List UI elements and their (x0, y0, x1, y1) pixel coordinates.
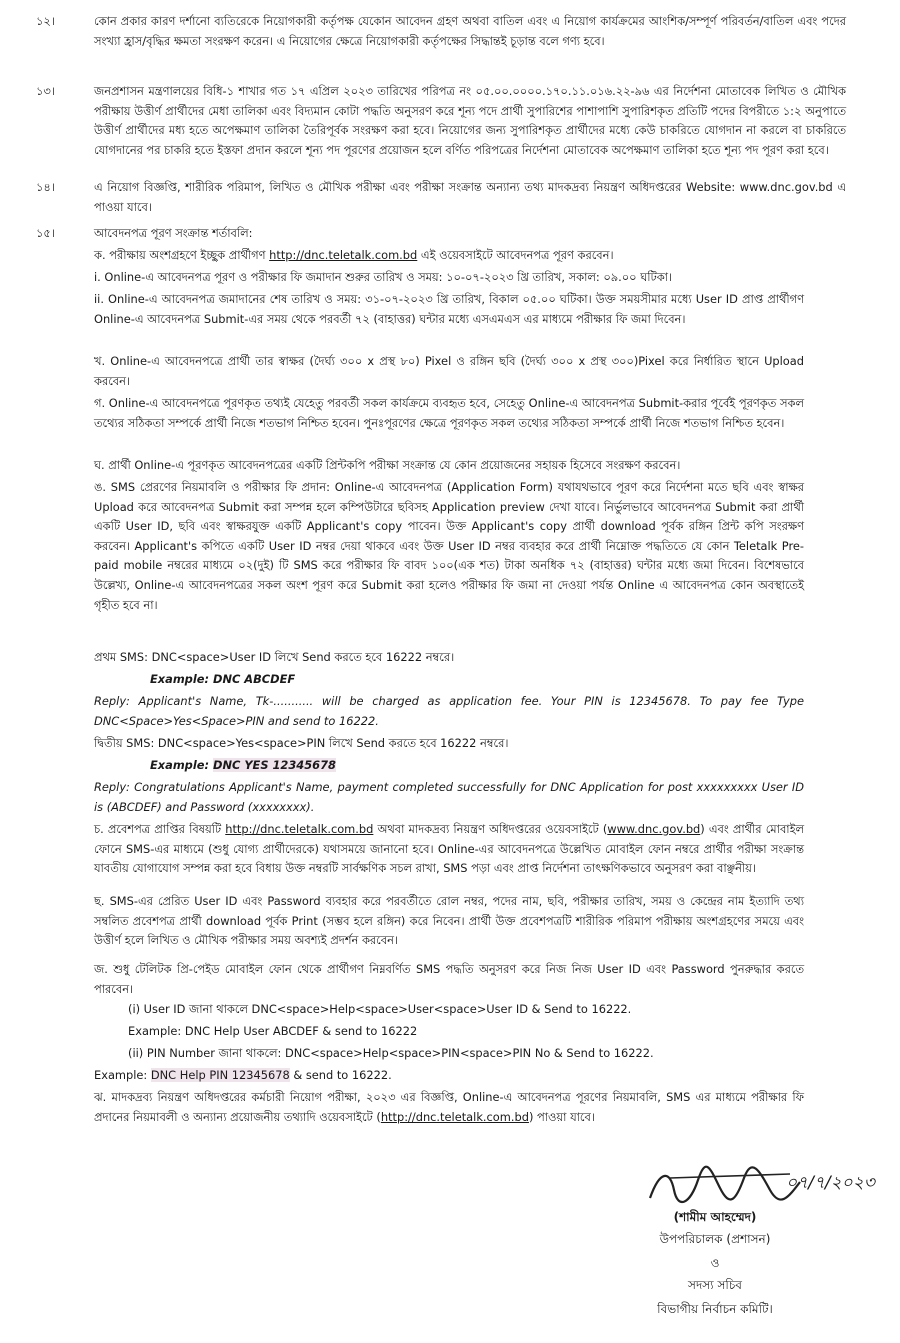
clause-umo: ঙ. SMS প্রেরণের নিয়মাবলি ও পরীক্ষার ফি প্রদান: Online-এ আবেদনপত্র (Application Form) যথাযথভাবে পূরণ করে নির্দেশনা মতে ছবি এবং স্বাক্ষর Upload করে আবেদনপত্র Submit করা সম্পন্ন হলে কম্পিউটারে ছবিসহ Application preview দেখা যাবে। নির্ভুলভাবে আবেদনপত্র Submit করা প্রার্থী একটি User ID, ছবি এবং স্বাক্ষরযুক্ত একটি Applicant's copy পাবেন। উক্ত Applicant's copy প্রার্থী download পূর্বক রঙ্গিন প্রিন্ট কপি সংরক্ষণ করবেন। Applicant's কপিতে একটি User ID নম্বর দেয়া থাকবে এবং উক্ত User ID নম্বর ব্যবহার করে প্রার্থী নিম্নোক্ত পদ্ধতিতে যে কোন Teletalk Pre-paid mobile নম্বরের মাধ্যমে ০২(দুই) টি SMS করে পরীক্ষার ফি বাবদ ১০০(এক শত) টাকা অনধিক ৭২ (বাহাত্তর) ঘন্টার মধ্যে জমা দিবেন। বিশেষভাবে উল্লেখ্য, Online-এ আবেদনপত্রের সকল অংশ পূরণ করে Submit করা হলেও পরীক্ষার ফি জমা না দেওয়া পর্যন্ত Online এ আবেদনপত্র কোন অবস্থাতেই গৃহীত হবে না। (94, 480, 804, 612)
section-number: ১৩। (36, 84, 55, 98)
signer-designation: উপপরিচালক (প্রশাসন) (659, 1232, 771, 1246)
example-first: Example: DNC ABCDEF (150, 672, 296, 686)
clause-ii: ii. Online-এ আবেদনপত্র জমাদানের শেষ তারিখ ও সময়: ৩১-০৭-২০২৩ খ্রি তারিখ, বিকাল ০৫.০০ ঘটিকা। উক্ত সময়সীমার মধ্যে User ID প্রাপ্ত প্রার্থীগণ Online-এ আবেদনপত্র Submit-এর সময় থেকে পরবর্তী ৭২ (বাহাত্তর) ঘন্টার মধ্যে এসএমএস এর মাধ্যমে পরীক্ষার ফি জমা দিবেন। (94, 292, 804, 326)
clause-ga: গ. Online-এ আবেদনপত্রে পূরণকৃত তথ্যই যেহেতু পরবর্তী সকল কার্যক্রমে ব্যবহৃত হবে, সেহেতু Online-এ আবেদনপত্র Submit-করার পূর্বেই পূরণকৃত সকল তথ্যের সঠিকতা সম্পর্কে প্রার্থী নিজে শতভাগ নিশ্চিত হবেন। পুনঃপূরণের ক্ষেত্রে পূরণকৃত সকল তথ্যের সঠিকতা সম্পর্কে প্রার্থী নিজে শতভাগ নিশ্চিত হবেন। (94, 396, 804, 430)
signer-role: সদস্য সচিব (688, 1278, 742, 1292)
recovery-pin: (ii) PIN Number জানা থাকলে: DNC<space>Help<space>PIN<space>PIN No & Send to 16222. (128, 1046, 654, 1060)
handwritten-signature (640, 1160, 810, 1210)
reply-first: Reply: Applicant's Name, Tk-........... will be charged as application fee. Your PIN is 12345678. To pay fee Type DNC<Space>Yes<Space>PIN and send to 16222. (94, 694, 804, 728)
teletalk-link[interactable]: http://dnc.teletalk.com.bd (380, 1109, 529, 1124)
section-text: জনপ্রশাসন মন্ত্রণালয়ের বিধি-১ শাখার গত ১৭ এপ্রিল ২০২৩ তারিখের পরিপত্র নং ০৫.০০.০০০০.১৭০.১১.০১৬.২২-৯৬ এর নির্দেশনা মোতাবেক লিখিত ও মৌখিক পরীক্ষায় উত্তীর্ণ প্রার্থীদের মেধা তালিকা এবং বিদ্যমান কোটা পদ্ধতি অনুসরণ করে শূন্য পদে প্রার্থী সুপারিশের পাশাপাশি সুপারিশকৃত প্রতিটি পদের বিপরীতে ১:২ অনুপাতে উত্তীর্ণ প্রার্থীদের মধ্য হতে অপেক্ষমাণ তালিকা তৈরিপূর্বক সংরক্ষণ করা হবে। নিয়োগের জন্য সুপারিশকৃত প্রার্থীদের মধ্যে কেউ চাকরিতে যোগদান না করলে বা চাকরিতে যোগদানের পর চাকরি হতে ইস্তফা প্রদান করলে শূন্য পদ পূরণের প্রয়োজন হলে বর্ণিত পরিপত্রের নির্দেশনা মোতাবেক অপেক্ষমাণ তালিকা হতে শূন্য পদ পূরণ করা হবে। (94, 84, 846, 157)
section-text: কোন প্রকার কারণ দর্শানো ব্যতিরেকে নিয়োগকারী কর্তৃপক্ষ যেকোন আবেদন গ্রহণ অথবা বাতিল এবং এ নিয়োগ কার্যক্রমের আংশিক/সম্পূর্ণ পরিবর্তন/বাতিল এবং পদের সংখ্যা হ্রাস/বৃদ্ধির ক্ষমতা সংরক্ষণ করেন। এ নিয়োগের ক্ষেত্রে নিয়োগকারী কর্তৃপক্ষের সিদ্ধান্তই চূড়ান্ত বলে গণ্য হবে। (94, 14, 846, 48)
signature-date: ০৭/৭/২০২৩ (786, 1173, 875, 1193)
signer-name: (শামীম আহম্মেদ) (673, 1210, 757, 1224)
clause-chha: ছ. SMS-এর প্রেরিত User ID এবং Password ব্যবহার করে পরবর্তীতে রোল নম্বর, পদের নাম, ছবি, পরীক্ষার তারিখ, সময় ও কেন্দ্রের নাম ইত্যাদি তথ্য সম্বলিত প্রবেশপত্র প্রার্থী download পূর্বক Print (সম্ভব হলে রঙ্গিন) করে নিবেন। প্রার্থী উক্ত প্রবেশপত্রটি শারীরিক পরিমাপ পরীক্ষায় অংশগ্রহণের সময়ে এবং উত্তীর্ণ হলে লিখিত ও মৌখিক পরীক্ষার সময় অবশ্যই প্রদর্শন করবেন। (94, 894, 804, 948)
dnc-website-link[interactable]: www.dnc.gov.bd (607, 822, 701, 836)
clause-kha: খ. Online-এ আবেদনপত্রে প্রার্থী তার স্বাক্ষর (দৈর্ঘ্য ৩০০ x প্রস্থ ৮০) Pixel ও রঙ্গিন ছবি (দৈর্ঘ্য ৩০০ x প্রস্থ ৩০০)Pixel করে নির্ধারিত স্থানে Upload করবেন। (94, 354, 804, 388)
section-heading: আবেদনপত্র পূরণ সংক্রান্ত শর্তাবলি: (94, 226, 253, 240)
signer-committee: বিভাগীয় নির্বাচন কমিটি। (657, 1302, 773, 1316)
sms-second: দ্বিতীয় SMS: DNC<space>Yes<space>PIN লিখে Send করতে হবে 16222 নম্বরে। (94, 736, 509, 750)
example-second: Example: DNC YES 12345678 (150, 758, 336, 772)
teletalk-link[interactable]: http://dnc.teletalk.com.bd (269, 248, 418, 262)
section-number: ১২। (36, 14, 55, 28)
clause-gha: ঘ. প্রার্থী Online-এ পূরণকৃত আবেদনপত্রের একটি প্রিন্টকপি পরীক্ষা সংক্রান্ত যে কোন প্রয়োজনের সহায়ক হিসেবে সংরক্ষণ করবেন। (94, 458, 681, 472)
recovery-user-id-example: Example: DNC Help User ABCDEF & send to 16222 (128, 1024, 418, 1038)
teletalk-link[interactable]: http://dnc.teletalk.com.bd (225, 822, 374, 836)
section-14 (36, 178, 846, 217)
clause-ka: ক. পরীক্ষায় অংশগ্রহণে ইচ্ছুক প্রার্থীগণ http://dnc.teletalk.com.bd এই ওয়েবসাইটে আবেদনপত্র পূরণ করবেন। (94, 248, 614, 262)
clause-cha: চ. প্রবেশপত্র প্রাপ্তির বিষয়টি http://dnc.teletalk.com.bd অথবা মাদকদ্রব্য নিয়ন্ত্রণ অধিদপ্তরের ওয়েবসাইটে (www.dnc.gov.bd) এবং প্রার্থীর মোবাইল ফোনে SMS-এর মাধ্যমে (শুধু যোগ্য প্রার্থীদেরকে) যথাসময়ে জানানো হবে। Online-এর আবেদনপত্রে উল্লেখিত মোবাইল ফোন নম্বরে প্রার্থীর পরীক্ষা সংক্রান্ত যাবতীয় যোগাযোগ সম্পন্ন করা হবে বিধায় উক্ত নম্বরটি সার্বক্ষণিক সচল রাখা, SMS পড়া এবং প্রাপ্ত নির্দেশনা তাৎক্ষণিকভাবে অনুসরণ করা বাঞ্ছনীয়। (94, 822, 804, 876)
section-15 (36, 224, 846, 244)
signer-and: ও (710, 1256, 720, 1270)
section-number: ১৫। (36, 226, 55, 240)
section-number: ১৪। (36, 180, 55, 194)
clause-ja: জ. শুধু টেলিটক প্রি-পেইড মোবাইল ফোন থেকে প্রার্থীগণ নিম্নবর্ণিত SMS পদ্ধতি অনুসরণ করে নিজ নিজ User ID এবং Password পুনরুদ্ধার করতে পারবেন। (94, 962, 804, 996)
recovery-user-id: (i) User ID জানা থাকলে DNC<space>Help<space>User<space>User ID & Send to 16222. (128, 1002, 632, 1016)
sms-first: প্রথম SMS: DNC<space>User ID লিখে Send করতে হবে 16222 নম্বরে। (94, 650, 455, 664)
reply-second: Reply: Congratulations Applicant's Name, payment completed successfully for DNC Application for post xxxxxxxxx User ID is (ABCDEF) and Password (xxxxxxxx). (94, 780, 804, 814)
clause-jha: ঝ. মাদকদ্রব্য নিয়ন্ত্রণ অধিদপ্তরের কর্মচারী নিয়োগ পরীক্ষা, ২০২৩ এর বিজ্ঞপ্তি, Online-এ আবেদনপত্র পূরণের নিয়মাবলি, SMS এর মাধ্যমে পরীক্ষার ফি প্রদানের নিয়মাবলী ও অন্যান্য প্রয়োজনীয় তথ্যাদি ওয়েবসাইটে (http://dnc.teletalk.com.bd) পাওয়া যাবে। (94, 1090, 804, 1124)
section-13 (36, 82, 846, 160)
section-12 (36, 12, 846, 51)
clause-i: i. Online-এ আবেদনপত্র পূরণ ও পরীক্ষার ফি জমাদান শুরুর তারিখ ও সময়: ১০-০৭-২০২৩ খ্রি তারিখ, সকাল: ০৯.০০ ঘটিকা। (94, 270, 673, 284)
section-text: এ নিয়োগ বিজ্ঞপ্তি, শারীরিক পরিমাপ, লিখিত ও মৌখিক পরীক্ষা এবং পরীক্ষা সংক্রান্ত অন্যান্য তথ্য মাদকদ্রব্য নিয়ন্ত্রণ অধিদপ্তরের Website: www.dnc.gov.bd এ পাওয়া যাবে। (94, 180, 846, 214)
recovery-pin-example: Example: DNC Help PIN 12345678 & send to 16222. (94, 1068, 392, 1082)
